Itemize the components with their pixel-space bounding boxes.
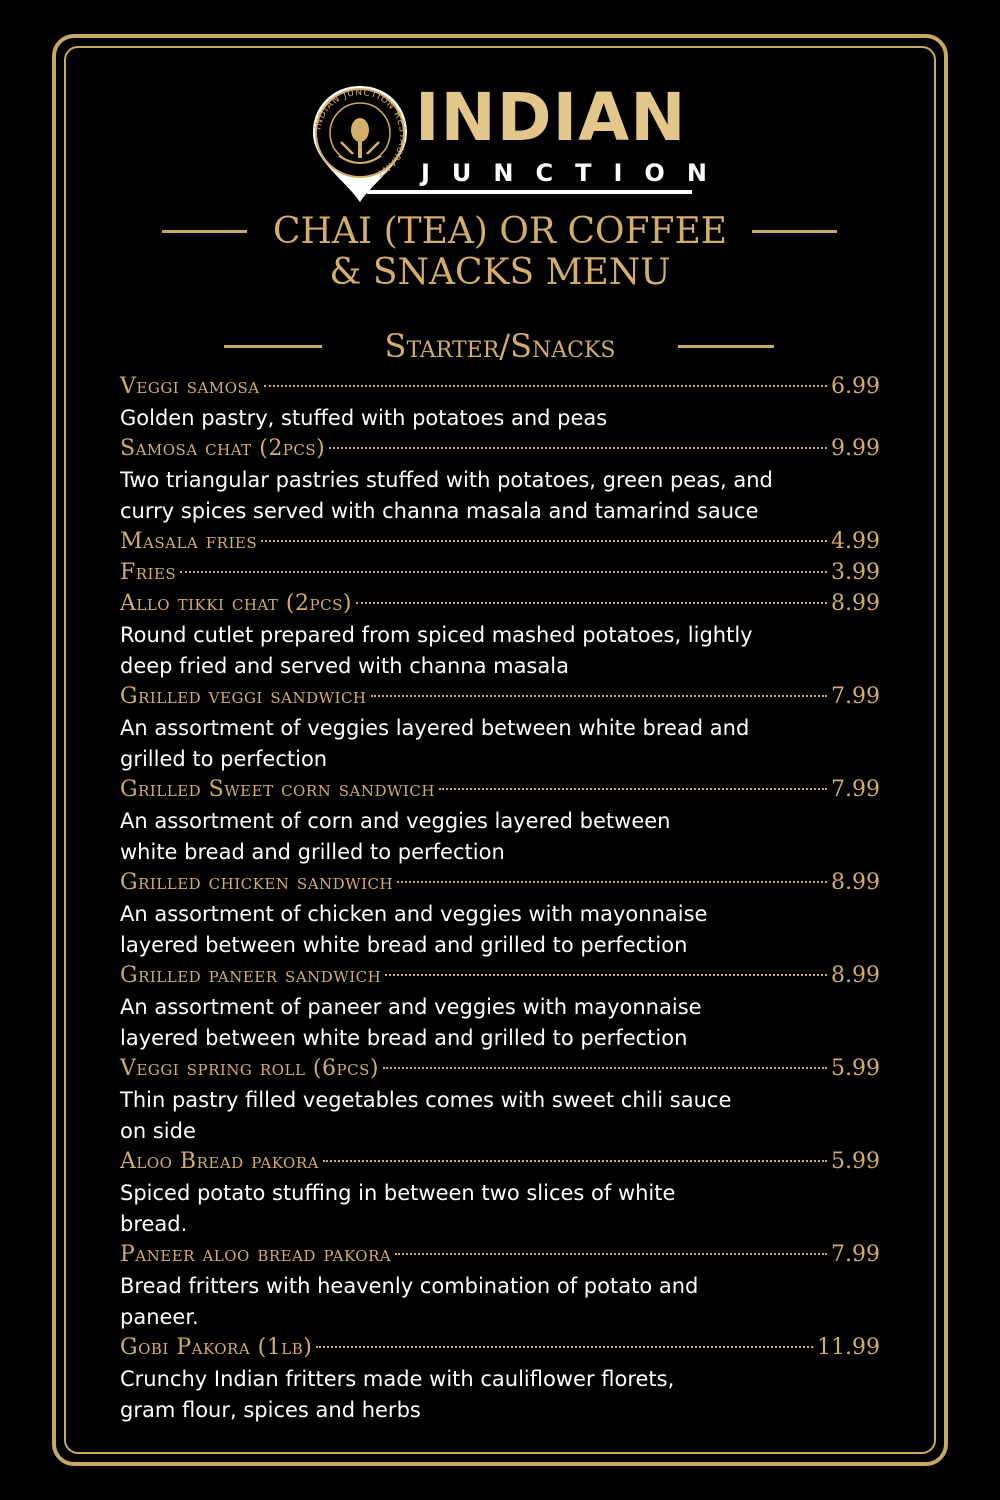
menu-item-description: Crunchy Indian fritters made with cauliflower florets, [120,1367,675,1391]
dot-leader [356,602,827,604]
menu-item [120,589,880,619]
menu-item-price: 7.99 [831,684,880,709]
menu-item [120,961,880,991]
menu-item-name: Grilled chicken sandwich [120,870,394,895]
menu-item-name: Gobi Pakora (1lb) [120,1335,313,1360]
dot-leader [385,974,827,976]
menu-item-name: Masala fries [120,529,258,554]
menu-item-price: 11.99 [817,1335,880,1360]
menu-title-line1: CHAI (TEA) OR COFFEE [272,211,728,252]
menu-item-description: layered between white bread and grilled to perfection [120,933,688,957]
location-pin-icon [305,78,415,208]
menu-item-price: 5.99 [831,1056,880,1081]
menu-item-price: 3.99 [831,560,880,585]
menu-item-name: Allo tikki chat (2pcs) [120,591,352,616]
menu-item-description: deep fried and served with channa masala [120,654,569,678]
dot-leader [329,447,827,449]
menu-item-price: 4.99 [831,529,880,554]
menu-item-description: curry spices served with channa masala and tamarind sauce [120,499,759,523]
menu-item-price: 8.99 [831,963,880,988]
menu-item-price: 9.99 [831,436,880,461]
menu-item-price: 7.99 [831,777,880,802]
menu-item-name: Veggi samosa [120,374,260,399]
menu-item [120,1240,880,1270]
dot-leader [371,695,828,697]
menu-item-name: Veggi spring roll (6pcs) [120,1056,379,1081]
menu-item-description: An assortment of chicken and veggies with mayonnaise [120,902,708,926]
menu-item-description: bread. [120,1212,188,1236]
menu-item [120,1147,880,1177]
menu-item-description: layered between white bread and grilled to perfection [120,1026,688,1050]
dot-leader [395,1253,827,1255]
dot-leader [383,1067,827,1069]
menu-item-description: Spiced potato stuffing in between two slices of white [120,1181,676,1205]
menu-item-description: An assortment of corn and veggies layered between [120,809,671,833]
menu-item [120,868,880,898]
dot-leader [323,1160,827,1162]
dot-leader [261,540,827,542]
dot-leader [316,1346,813,1348]
menu-item [120,434,880,464]
menu-item [120,1054,880,1084]
dot-leader [180,571,827,573]
section-heading: Starter/Snacks [384,327,616,365]
logo-underline [367,190,692,194]
menu-item-name: Samosa chat (2pcs) [120,436,326,461]
menu-item [120,372,880,402]
menu-item [120,1333,880,1363]
menu-item [120,527,880,557]
menu-item-price: 5.99 [831,1149,880,1174]
dot-leader [397,881,827,883]
logo-ring-text: INDIAN JUNCTION RESTAURANT [313,87,408,179]
menu-item-description: Golden pastry, stuffed with potatoes and peas [120,406,608,430]
dot-leader [264,385,827,387]
menu-item-description: white bread and grilled to perfection [120,840,505,864]
menu-item-name: Grilled veggi sandwich [120,684,367,709]
menu-item-name: Grilled Sweet corn sandwich [120,777,435,802]
restaurant-logo [305,78,729,218]
logo-word-junction: JUNCTION [421,159,729,187]
menu-title-line2: & SNACKS MENU [329,252,671,293]
menu-item-price: 8.99 [831,591,880,616]
menu-item-description: An assortment of paneer and veggies with mayonnaise [120,995,702,1019]
menu-item-description: gram flour, spices and herbs [120,1398,421,1422]
menu-item-name: Fries [120,560,177,585]
menu-item-description: An assortment of veggies layered between white bread and [120,716,750,740]
menu-item-description: paneer. [120,1305,199,1329]
dot-leader [439,788,827,790]
menu-item-name: Paneer aloo bread pakora [120,1242,392,1267]
menu-item-price: 7.99 [831,1242,880,1267]
menu-item [120,682,880,712]
menu-item-description: on side [120,1119,196,1143]
menu-item [120,558,880,588]
menu-item-price: 8.99 [831,870,880,895]
menu-item-name: Aloo Bread pakora [120,1149,319,1174]
menu-item-description: Round cutlet prepared from spiced mashed potatoes, lightly [120,623,753,647]
menu-item-name: Grilled paneer sandwich [120,963,382,988]
menu-item-description: grilled to perfection [120,747,328,771]
menu-item-description: Thin pastry filled vegetables comes with sweet chili sauce [120,1088,732,1112]
menu-item-description: Two triangular pastries stuffed with potatoes, green peas, and [120,468,773,492]
logo-word-indian: INDIAN [415,79,687,156]
menu-item-description: Bread fritters with heavenly combination of potato and [120,1274,699,1298]
menu-item [120,775,880,805]
menu-item-price: 6.99 [831,374,880,399]
